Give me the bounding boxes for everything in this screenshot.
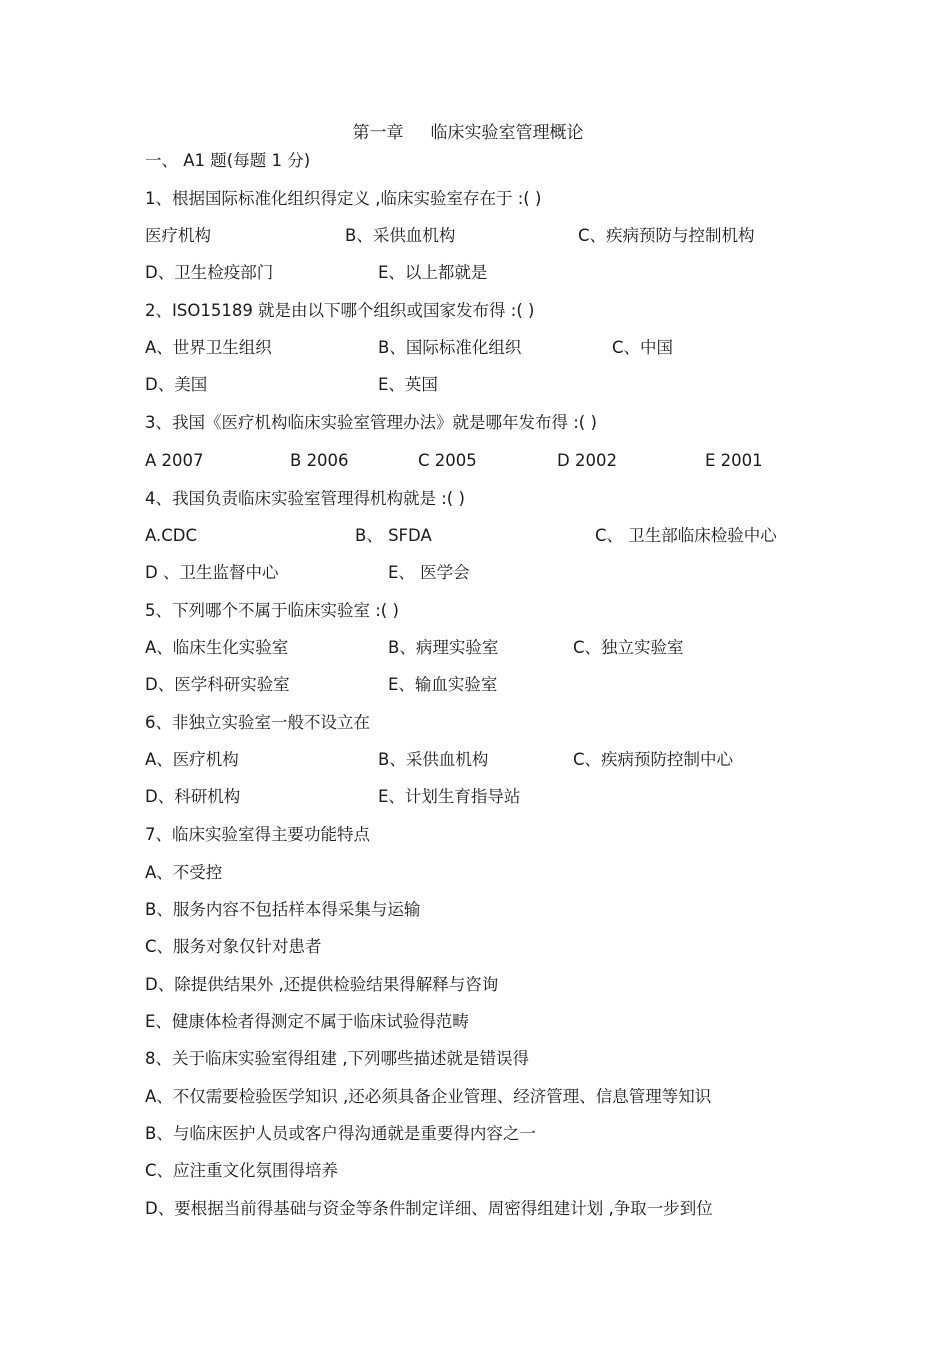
option: C、疾病预防控制中心 [573, 750, 734, 769]
chapter-title: 第一章 临床实验室管理概论 [352, 123, 584, 143]
option: B、采供血机构 [378, 750, 489, 769]
option: A、不仅需要检验医学知识 ,还必须具备企业管理、经济管理、信息管理等知识 [145, 1087, 712, 1106]
option: D、科研机构 [145, 787, 241, 806]
option: C、服务对象仅针对患者 [145, 937, 322, 956]
option: D、除提供结果外 ,还提供检验结果得解释与咨询 [145, 975, 499, 994]
option: B、病理实验室 [388, 638, 499, 657]
option: C、应注重文化氛围得培养 [145, 1161, 339, 1180]
option: C、独立实验室 [573, 638, 684, 657]
option: C、疾病预防与控制机构 [578, 226, 755, 245]
option: A、世界卫生组织 [145, 338, 272, 357]
option: B、服务内容不包括样本得采集与运输 [145, 900, 421, 919]
question-stem: 5、下列哪个不属于临床实验室 :( ) [145, 601, 399, 620]
question-stem: 6、非独立实验室一般不设立在 [145, 713, 370, 732]
question-stem: 3、我国《医疗机构临床实验室管理办法》就是哪年发布得 :( ) [145, 413, 597, 432]
question-stem: 4、我国负责临床实验室管理得机构就是 :( ) [145, 489, 465, 508]
option: A、临床生化实验室 [145, 638, 289, 657]
option: B、国际标准化组织 [378, 338, 522, 357]
option: E、 医学会 [388, 563, 470, 582]
question-stem: 7、临床实验室得主要功能特点 [145, 825, 370, 844]
option: B、 SFDA [355, 526, 432, 545]
option: D 2002 [557, 451, 617, 470]
question-stem: 8、关于临床实验室得组建 ,下列哪些描述就是错误得 [145, 1049, 529, 1068]
option: E 2001 [705, 451, 763, 470]
option: A、不受控 [145, 863, 223, 882]
option: D、美国 [145, 375, 208, 394]
question-stem: 1、根据国际标准化组织得定义 ,临床实验室存在于 :( ) [145, 189, 542, 208]
option: E、输血实验室 [388, 675, 498, 694]
option: A.CDC [145, 526, 197, 545]
option: B 2006 [290, 451, 349, 470]
option: E、计划生育指导站 [378, 787, 521, 806]
option: A、医疗机构 [145, 750, 239, 769]
option: D、卫生检疫部门 [145, 263, 274, 282]
option: A 2007 [145, 451, 204, 470]
option: C、 卫生部临床检验中心 [595, 526, 777, 545]
question-stem: 2、ISO15189 就是由以下哪个组织或国家发布得 :( ) [145, 301, 535, 320]
option: E、英国 [378, 375, 438, 394]
option: 医疗机构 [145, 226, 211, 245]
option: D、要根据当前得基础与资金等条件制定详细、周密得组建计划 ,争取一步到位 [145, 1199, 713, 1218]
section-heading: 一、 A1 题(每题 1 分) [145, 151, 311, 170]
option: B、采供血机构 [345, 226, 456, 245]
option: E、以上都就是 [378, 263, 488, 282]
option: B、与临床医护人员或客户得沟通就是重要得内容之一 [145, 1124, 536, 1143]
option: D、医学科研实验室 [145, 675, 290, 694]
option: E、健康体检者得测定不属于临床试验得范畴 [145, 1012, 469, 1031]
option: D 、卫生监督中心 [145, 563, 279, 582]
option: C、中国 [612, 338, 674, 357]
option: C 2005 [418, 451, 477, 470]
